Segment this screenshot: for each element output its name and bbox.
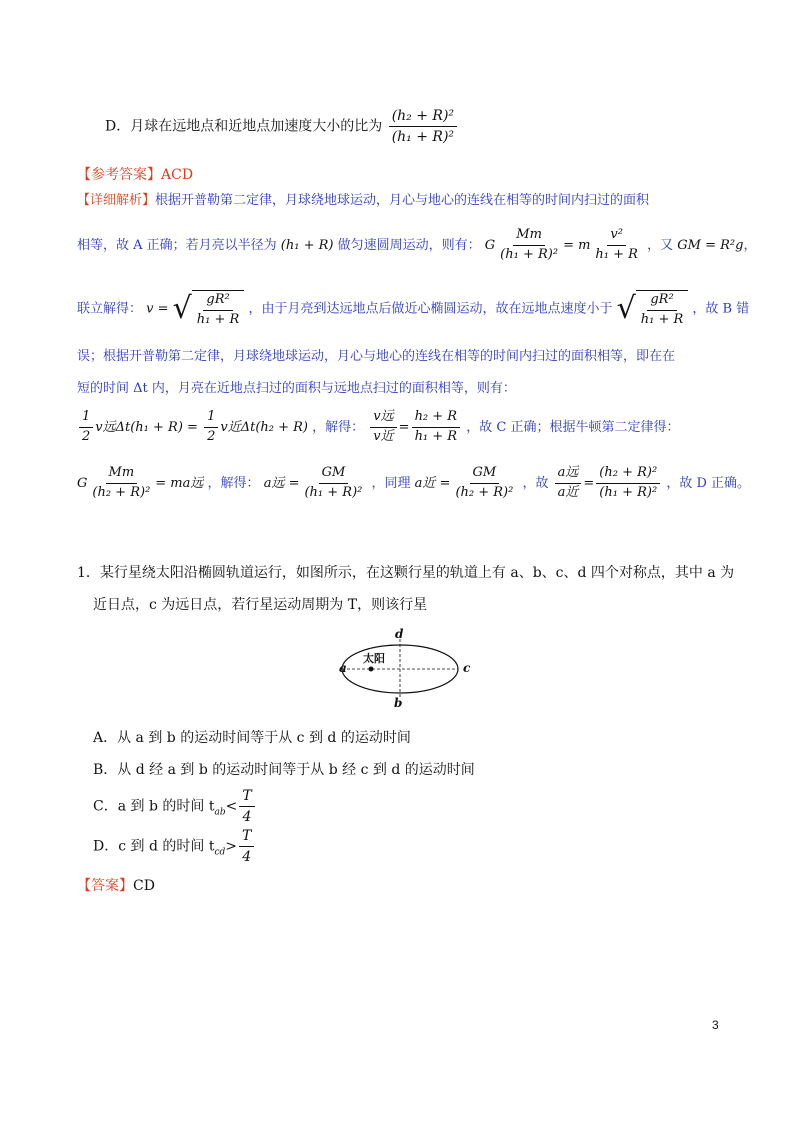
velocity-ratio: $\frac{\text{v远}}{\text{v近}}$ = $\frac{\text{h₂ + R}}{\text{h₁ + R}}$ [368, 420, 466, 435]
answer-value: ACD [161, 167, 194, 183]
answer-tag: 【参考答案】 [77, 167, 161, 183]
question-answer [77, 875, 155, 895]
subscript: cd [214, 847, 226, 858]
question-stem-line-2: 近日点，c 为远日点，若行星运动周期为 T，则该行星 [93, 597, 428, 613]
frac-numerator: (h₂ + R)² [389, 108, 457, 127]
frac-denominator: (h₂ + R)² [92, 484, 151, 500]
relation: < [225, 798, 238, 815]
answer-value: CD [133, 878, 155, 894]
frac-denominator: 4 [242, 809, 252, 826]
option-d [93, 828, 256, 865]
frac-numerator: T [239, 828, 254, 847]
formula: v近Δt(h₂ + R) [220, 419, 308, 435]
frac-numerator: h₂ + R [412, 410, 461, 428]
frac-numerator: gR² [647, 293, 676, 311]
formula: a近 = [414, 475, 451, 491]
page-number: 3 [712, 1018, 719, 1032]
formula: GM = R²g [677, 237, 744, 253]
point-d-label: d [395, 627, 404, 641]
question-number: 1． [77, 565, 100, 581]
prev-option-d-ratio [389, 108, 457, 145]
sun-dot [369, 667, 374, 672]
formula: v远Δt(h₁ + R) = [95, 419, 198, 435]
option-c [93, 788, 257, 825]
frac-denominator: (h₂ + R)² [455, 484, 514, 500]
frac-numerator: GM [319, 466, 349, 484]
analysis-line-1 [77, 189, 649, 208]
analysis-text: 做匀速圆周运动，则有： [337, 237, 481, 253]
formula-symbol: G [77, 475, 88, 491]
gravity-equation [484, 227, 647, 262]
option-text: D．c 到 d 的时间 t [93, 838, 215, 855]
frac-numerator: v² [607, 228, 626, 246]
subscript: ab [214, 807, 226, 818]
analysis-text: 根据开普勒第二定律，月球绕地球运动，月心与地心的连线在相等的时间内扫过的面积 [155, 193, 650, 208]
analysis-text: ， [743, 237, 757, 253]
option-a: A．从 a 到 b 的运动时间等于从 c 到 d 的运动时间 [93, 730, 411, 746]
analysis-text: ，由于月亮到达远地点后做近心椭圆运动，故在远地点速度小于 [248, 301, 613, 317]
analysis-text: ，解得： [207, 475, 260, 491]
frac-numerator: a远 [555, 466, 582, 484]
formula: (h₁ + R) [280, 237, 334, 253]
analysis-text: ，同理 [371, 475, 411, 491]
analysis-text: ，故 B 错 [692, 301, 750, 317]
formula: v = [146, 301, 169, 317]
analysis-text: 相等，故 A 正确；若月亮以半径为 [77, 237, 277, 253]
sqrt-expression [617, 290, 689, 328]
formula-symbol: G [484, 237, 496, 253]
analysis-text: 联立解得： [77, 301, 143, 317]
answer-tag: 【答案】 [77, 878, 133, 894]
frac-numerator: Mm [106, 466, 138, 484]
frac-numerator: (h₂ + R)² [596, 466, 660, 484]
analysis-line-5: 短的时间 Δt 内，月亮在近地点扫过的面积与远地点扫过的面积相等，则有： [77, 381, 516, 396]
analysis-text: ，解得： [312, 419, 365, 435]
analysis-text: ，又 [647, 237, 674, 253]
analysis-line-2 [77, 228, 756, 263]
newton-equation [77, 465, 208, 500]
relation: > [225, 838, 238, 855]
point-a-label: a [339, 661, 347, 675]
sun-label: 太阳 [363, 652, 385, 665]
option-text: C．a 到 b 的时间 t [93, 798, 215, 815]
frac-denominator: h₁ + R [595, 246, 638, 262]
a-far-equation [263, 465, 372, 500]
formula-symbol: = m [563, 237, 591, 253]
analysis-line-3 [77, 290, 749, 328]
analysis-text: ，故 C 正确；根据牛顿第二定律得： [466, 419, 680, 435]
question-stem-line-1 [77, 562, 734, 582]
analysis-tag: 【详细解析】 [77, 193, 156, 208]
frac-denominator: a近 [557, 484, 579, 500]
frac-denominator: h₁ + R [196, 311, 240, 327]
reference-answer [77, 164, 193, 184]
question-text: 某行星绕太阳沿椭圆轨道运行，如图所示，在这颗行星的轨道上有 a、b、c、d 四个对称点，其中 a 为 [99, 565, 735, 581]
frac-numerator: T [239, 788, 254, 807]
frac-denominator: h₁ + R [640, 311, 684, 327]
analysis-line-6 [77, 410, 679, 445]
prev-option-d [105, 108, 459, 145]
frac-numerator: v远 [370, 410, 396, 428]
frac-denominator: (h₁ + R)² [391, 129, 455, 146]
frac-numerator: 1 [79, 410, 93, 428]
kepler-equation [77, 409, 312, 444]
frac-denominator: (h₁ + R)² [500, 246, 559, 262]
analysis-line-7 [77, 466, 750, 501]
sqrt-expression [173, 290, 245, 328]
frac-denominator: 2 [82, 428, 91, 444]
analysis-text: ，故 [522, 475, 549, 491]
frac-numerator: Mm [513, 228, 545, 246]
analysis-line-4: 误；根据开普勒第二定律，月球绕地球运动，月心与地心的连线在相等的时间内扫过的面积相等，即在在 [77, 349, 676, 364]
radical-icon: √ [172, 290, 192, 326]
frac-denominator: 2 [207, 428, 216, 444]
prev-option-d-text: D．月球在远地点和近地点加速度大小的比为 [105, 118, 383, 135]
formula: a远 = [263, 475, 300, 491]
point-b-label: b [394, 696, 403, 710]
radical-icon: √ [616, 290, 636, 326]
analysis-text: ，故 D 正确。 [666, 475, 751, 491]
a-near-equation [414, 465, 523, 500]
formula: = ma远 [155, 475, 204, 491]
frac-numerator: gR² [203, 293, 232, 311]
frac-denominator: (h₁ + R)² [599, 484, 658, 500]
frac-numerator: GM [470, 466, 500, 484]
frac-numerator: 1 [204, 410, 218, 428]
acceleration-ratio: $\frac{\text{a远}}{\text{a近}}$ = $\frac{\text{(h₂ + R)²}}{\text{(h₁ + R)²}}$ [553, 476, 667, 491]
frac-denominator: 4 [242, 849, 252, 866]
frac-denominator: h₁ + R [414, 428, 458, 444]
frac-denominator: v近 [373, 428, 394, 444]
option-b: B．从 d 经 a 到 b 的运动时间等于从 b 经 c 到 d 的运动时间 [93, 762, 475, 778]
point-c-label: c [463, 661, 471, 675]
frac-denominator: (h₁ + R)² [304, 484, 363, 500]
